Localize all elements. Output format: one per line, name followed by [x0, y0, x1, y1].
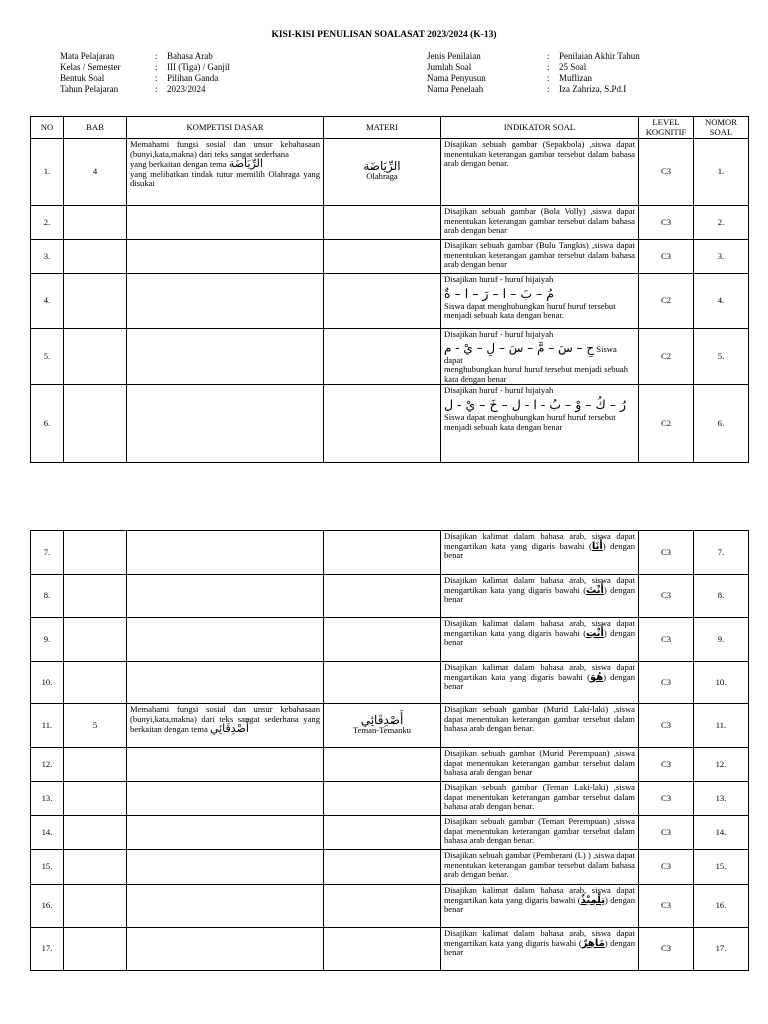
indikator-cell: Disajikan sebuah gambar (Teman Laki-laki) ,siswa dapat menentukan keterangan gambar tersebut dalam bahasa arab dengan benar.: [441, 782, 639, 816]
table-row: [31, 885, 749, 928]
row-level: C3: [639, 575, 694, 618]
meta-label: Bentuk Soal: [60, 73, 105, 83]
meta-value: 2023/2024: [167, 84, 206, 94]
row-no: 10.: [31, 662, 64, 704]
meta-value: Muflizan: [559, 73, 592, 83]
meta-colon: :: [547, 84, 550, 94]
row-level: C3: [639, 928, 694, 971]
row-no: 12.: [31, 748, 64, 782]
header-nomor: NOMOR SOAL: [694, 117, 749, 139]
meta-label: Jumlah Soal: [427, 62, 472, 72]
row-bab: [64, 385, 127, 463]
indikator-text: Disajikan huruf - huruf hijaiyah: [444, 274, 554, 284]
indikator-cell: [441, 531, 639, 575]
kompetensi-dasar-cell: [127, 274, 324, 329]
kompetensi-dasar-cell: [127, 885, 324, 928]
row-level: C3: [639, 885, 694, 928]
row-level: C3: [639, 748, 694, 782]
meta-label: Mata Pelajaran: [60, 51, 115, 61]
kd-text: Memahami fungsi sosial dan unsur kebahasaan (bunyi,kata,makna) dari teks sangat sederhana yang berkaitan dengan tema: [130, 704, 320, 735]
table-row: [31, 704, 749, 748]
indikator-text: Disajikan huruf - huruf hijaiyah: [444, 329, 554, 339]
materi-cell: [324, 575, 441, 618]
row-bab: [64, 748, 127, 782]
meta-row: [427, 51, 640, 62]
meta-row: [60, 62, 230, 73]
meta-value: 25 Soal: [559, 62, 587, 72]
row-level: C3: [639, 704, 694, 748]
row-nomor: 13.: [694, 782, 749, 816]
kompetensi-dasar-cell: [127, 531, 324, 575]
indikator-cell: [441, 618, 639, 662]
underlined-arabic-word: مَاهِرٌ: [581, 937, 605, 949]
kisi-kisi-table-part-2: [30, 530, 749, 971]
row-nomor: 14.: [694, 816, 749, 850]
materi-arabic: أَصْدِقَائِي: [360, 712, 404, 727]
row-no: 8.: [31, 575, 64, 618]
table-row: [31, 816, 749, 850]
row-nomor: 10.: [694, 662, 749, 704]
underlined-arabic-word: تِلْمِيْذٌ: [580, 894, 606, 906]
meta-colon: :: [155, 73, 158, 83]
row-bab: [64, 575, 127, 618]
indikator-cell: [441, 885, 639, 928]
row-no: 7.: [31, 531, 64, 575]
meta-row: [427, 84, 640, 95]
row-level: C2: [639, 329, 694, 385]
header-kd: KOMPETISI DASAR: [127, 117, 324, 139]
indikator-text: Siswa dapat menghubungkan huruf huruf tersebut menjadi sebuah kata dengan benar.: [444, 300, 616, 321]
table-row: [31, 206, 749, 240]
row-bab: [64, 531, 127, 575]
meta-value: III (Tiga) / Ganjil: [167, 62, 230, 72]
indikator-cell: [441, 928, 639, 971]
header-no: NO: [31, 117, 64, 139]
indikator-cell: Disajikan sebuah gambar (Murid Perempuan) ,siswa dapat menentukan keterangan gambar tersebut dalam bahasa arab dengan benar: [441, 748, 639, 782]
row-no: 4.: [31, 274, 64, 329]
kd-text: yang melibatkan tindak tutur memilih Olahraga yang disukai: [130, 168, 320, 189]
underlined-arabic-word: أَنْتَ: [586, 584, 604, 596]
header-bab: BAB: [64, 117, 127, 139]
kompetensi-dasar-cell: [127, 850, 324, 885]
materi-cell: [324, 850, 441, 885]
indikator-text: ) dengan benar: [444, 584, 636, 605]
indikator-text: ) dengan benar: [444, 937, 636, 958]
meta-colon: :: [155, 62, 158, 72]
materi-cell: [324, 206, 441, 240]
meta-row: [60, 51, 230, 62]
row-no: 13.: [31, 782, 64, 816]
row-bab: [64, 618, 127, 662]
indikator-cell: Disajikan sebuah gambar (Pemberani (L) ) ,siswa dapat menentukan keterangan gambar tersebut dalam bahasa arab dengan benar.: [441, 850, 639, 885]
row-no: 2.: [31, 206, 64, 240]
kompetensi-dasar-cell: [127, 139, 324, 206]
kd-theme-arabic: الرِّيَاضَة: [228, 157, 263, 171]
kompetensi-dasar-cell: [127, 782, 324, 816]
row-level: C3: [639, 662, 694, 704]
meta-colon: :: [547, 51, 550, 61]
kd-theme-arabic: أَصْدِقَائِي: [209, 722, 249, 736]
indikator-cell: [441, 329, 639, 385]
materi-cell: [324, 782, 441, 816]
row-nomor: 9.: [694, 618, 749, 662]
materi-cell: [324, 385, 441, 463]
row-bab: [64, 662, 127, 704]
row-bab: [64, 885, 127, 928]
materi-cell: [324, 748, 441, 782]
materi-cell: [324, 928, 441, 971]
indikator-text: Disajikan kalimat dalam bahasa arab, siswa dapat mengartikan kata yang digaris bawahi (: [444, 662, 635, 682]
row-level: C3: [639, 618, 694, 662]
indikator-text: Disajikan kalimat dalam bahasa arab, siswa dapat mengartikan kata yang digaris bawahi (: [444, 618, 635, 638]
meta-value: Iza Zahriza, S.Pd.I: [559, 84, 627, 94]
row-level: C3: [639, 782, 694, 816]
row-bab: [64, 850, 127, 885]
meta-right-block: [427, 51, 640, 95]
kompetensi-dasar-cell: [127, 928, 324, 971]
meta-row: [60, 84, 230, 95]
row-no: 11.: [31, 704, 64, 748]
meta-label: Jenis Penilaian: [427, 51, 481, 61]
meta-colon: :: [547, 62, 550, 72]
row-nomor: 4.: [694, 274, 749, 329]
table-row: [31, 139, 749, 206]
indikator-text: ) dengan benar: [444, 627, 636, 648]
indikator-cell: Disajikan sebuah gambar (Bola Volly) ,siswa dapat menentukan keterangan gambar tersebut dalam bahasa arab dengan benar: [441, 206, 639, 240]
meta-colon: :: [155, 84, 158, 94]
header-indikator: INDIKATOR SOAL: [441, 117, 639, 139]
table-row: [31, 850, 749, 885]
indikator-cell: [441, 385, 639, 463]
row-level: C3: [639, 816, 694, 850]
row-nomor: 7.: [694, 531, 749, 575]
indikator-text: ) dengan benar: [444, 540, 636, 561]
row-level: C3: [639, 850, 694, 885]
indikator-cell: Disajikan sebuah gambar (Teman Perempuan) ,siswa dapat menentukan keterangan gambar tersebut dalam bahasa arab dengan benar.: [441, 816, 639, 850]
table-row: [31, 329, 749, 385]
indikator-text: Disajikan kalimat dalam bahasa arab, siswa dapat mengartikan kata yang digaris bawahi (: [444, 928, 635, 948]
row-level: C3: [639, 531, 694, 575]
indikator-text: menghubungkan huruf huruf tersebut menjadi sebuah kata dengan benar: [444, 364, 629, 384]
materi-text: Teman-Temanku: [353, 724, 411, 735]
row-bab: [64, 816, 127, 850]
row-nomor: 3.: [694, 240, 749, 274]
indikator-text: ) dengan benar: [444, 894, 636, 915]
row-nomor: 16.: [694, 885, 749, 928]
kd-text: Memahami fungsi sosial dan unsur kebahasaan (bunyi,kata,makna) dari teks sangat sederhana: [130, 139, 320, 159]
indikator-text: Disajikan kalimat dalam bahasa arab, siswa dapat mengartikan kata yang digaris bawahi (: [444, 885, 635, 905]
meta-value: Penilaian Akhir Tahun: [559, 51, 640, 61]
table-row: [31, 274, 749, 329]
underlined-arabic-word: هُوَ: [589, 671, 604, 683]
indikator-cell: [441, 575, 639, 618]
row-nomor: 12.: [694, 748, 749, 782]
header-materi: MATERI: [324, 117, 441, 139]
kompetensi-dasar-cell: [127, 704, 324, 748]
table-row: [31, 385, 749, 463]
indikator-cell: Disajikan sebuah gambar (Bulu Tangkis) ,siswa dapat menentukan keterangan gambar tersebut dalam bahasa arab dengan benar: [441, 240, 639, 274]
row-no: 15.: [31, 850, 64, 885]
indikator-cell: Disajikan sebuah gambar (Sepakbola) ,siswa dapat menentukan keterangan gambar tersebut dalam bahasa arab dengan benar.: [441, 139, 639, 206]
materi-cell: [324, 240, 441, 274]
kompetensi-dasar-cell: [127, 329, 324, 385]
materi-cell: [324, 274, 441, 329]
hijaiyah-letters: مُ – بَ – ا – رَ – ا – ةٌ: [444, 285, 555, 301]
indikator-text: Disajikan huruf - huruf hijaiyah: [444, 385, 554, 396]
table-row: [31, 748, 749, 782]
indikator-text: ) dengan benar: [444, 671, 635, 692]
row-no: 14.: [31, 816, 64, 850]
table-row: [31, 575, 749, 618]
meta-left-block: [60, 51, 230, 95]
materi-cell: [324, 662, 441, 704]
kompetensi-dasar-cell: [127, 206, 324, 240]
indikator-cell: [441, 274, 639, 329]
meta-colon: :: [547, 73, 550, 83]
table-row: [31, 928, 749, 971]
row-level: C3: [639, 206, 694, 240]
row-no: 16.: [31, 885, 64, 928]
kompetensi-dasar-cell: [127, 385, 324, 463]
materi-cell: [324, 329, 441, 385]
underlined-arabic-word: أَنْتِ: [586, 627, 604, 639]
row-nomor: 5.: [694, 329, 749, 385]
indikator-text: Siswa dapat menghubungkan huruf huruf tersebut menjadi sebuah kata dengan benar: [444, 411, 616, 432]
indikator-cell: [441, 662, 639, 704]
meta-label: Nama Penelaah: [427, 84, 484, 94]
row-bab: [64, 240, 127, 274]
row-no: 1.: [31, 139, 64, 206]
hijaiyah-letters: رُ – كُ – وْ – بُ - ا - ل – خَ – يْ - ل: [444, 396, 626, 412]
materi-cell: [324, 618, 441, 662]
meta-row: [60, 73, 230, 84]
row-nomor: 11.: [694, 704, 749, 748]
meta-row: [427, 73, 640, 84]
row-nomor: 17.: [694, 928, 749, 971]
table-row: [31, 531, 749, 575]
meta-label: Kelas / Semester: [60, 62, 121, 72]
row-no: 3.: [31, 240, 64, 274]
materi-cell: [324, 531, 441, 575]
meta-label: Nama Penyusun: [427, 73, 486, 83]
row-bab: [64, 329, 127, 385]
row-nomor: 15.: [694, 850, 749, 885]
meta-row: [427, 62, 640, 73]
row-nomor: 6.: [694, 385, 749, 463]
table-row: [31, 240, 749, 274]
page-title: KISI-KISI PENULISAN SOALASAT 2023/2024 (K-13): [271, 30, 497, 40]
materi-arabic: الرِّيَاضَة: [363, 159, 401, 174]
materi-text: Olahraga: [366, 171, 398, 181]
indikator-text: Siswa dapat: [444, 343, 617, 365]
row-level: C2: [639, 385, 694, 463]
kd-text: yang berkaitan dengan tema: [130, 159, 227, 170]
row-bab: [64, 206, 127, 240]
underlined-arabic-word: أَنَا: [591, 540, 603, 552]
kisi-kisi-table-part-1: [30, 116, 749, 463]
kompetensi-dasar-cell: [127, 662, 324, 704]
materi-cell: [324, 139, 441, 206]
indikator-cell: Disajikan sebuah gambar (Murid Laki-laki) ,siswa dapat menentukan keterangan gambar tersebut dalam bahasa arab dengan benar.: [441, 704, 639, 748]
materi-cell: [324, 704, 441, 748]
row-no: 6.: [31, 385, 64, 463]
meta-label: Tahun Pelajaran: [60, 84, 119, 94]
row-bab: 4: [64, 139, 127, 206]
row-no: 17.: [31, 928, 64, 971]
row-no: 9.: [31, 618, 64, 662]
row-nomor: 2.: [694, 206, 749, 240]
row-bab: 5: [64, 704, 127, 748]
kompetensi-dasar-cell: [127, 240, 324, 274]
meta-value: Bahasa Arab: [167, 51, 213, 61]
row-bab: [64, 928, 127, 971]
row-no: 5.: [31, 329, 64, 385]
hijaiyah-letters: حِ – سَ – مَّ – سَ – لِ – يْ - م: [444, 340, 595, 355]
indikator-text: Disajikan kalimat dalam bahasa arab, siswa dapat mengartikan kata yang digaris bawahi (: [444, 575, 635, 595]
row-level: C3: [639, 139, 694, 206]
row-bab: [64, 782, 127, 816]
row-level: C2: [639, 274, 694, 329]
materi-cell: [324, 816, 441, 850]
kompetensi-dasar-cell: [127, 816, 324, 850]
meta-value: Pilihan Ganda: [167, 73, 219, 83]
materi-cell: [324, 885, 441, 928]
indikator-text: Disajikan kalimat dalam bahasa arab, siswa dapat mengartikan kata yang digaris bawahi (: [444, 531, 635, 551]
table-row: [31, 618, 749, 662]
meta-colon: :: [155, 51, 158, 61]
row-nomor: 1.: [694, 139, 749, 206]
row-bab: [64, 274, 127, 329]
kompetensi-dasar-cell: [127, 618, 324, 662]
row-level: C3: [639, 240, 694, 274]
table-header-row: [31, 117, 749, 139]
kompetensi-dasar-cell: [127, 748, 324, 782]
table-row: [31, 662, 749, 704]
kompetensi-dasar-cell: [127, 575, 324, 618]
table-row: [31, 782, 749, 816]
header-level: LEVEL KOGNITIF: [639, 117, 694, 139]
row-nomor: 8.: [694, 575, 749, 618]
